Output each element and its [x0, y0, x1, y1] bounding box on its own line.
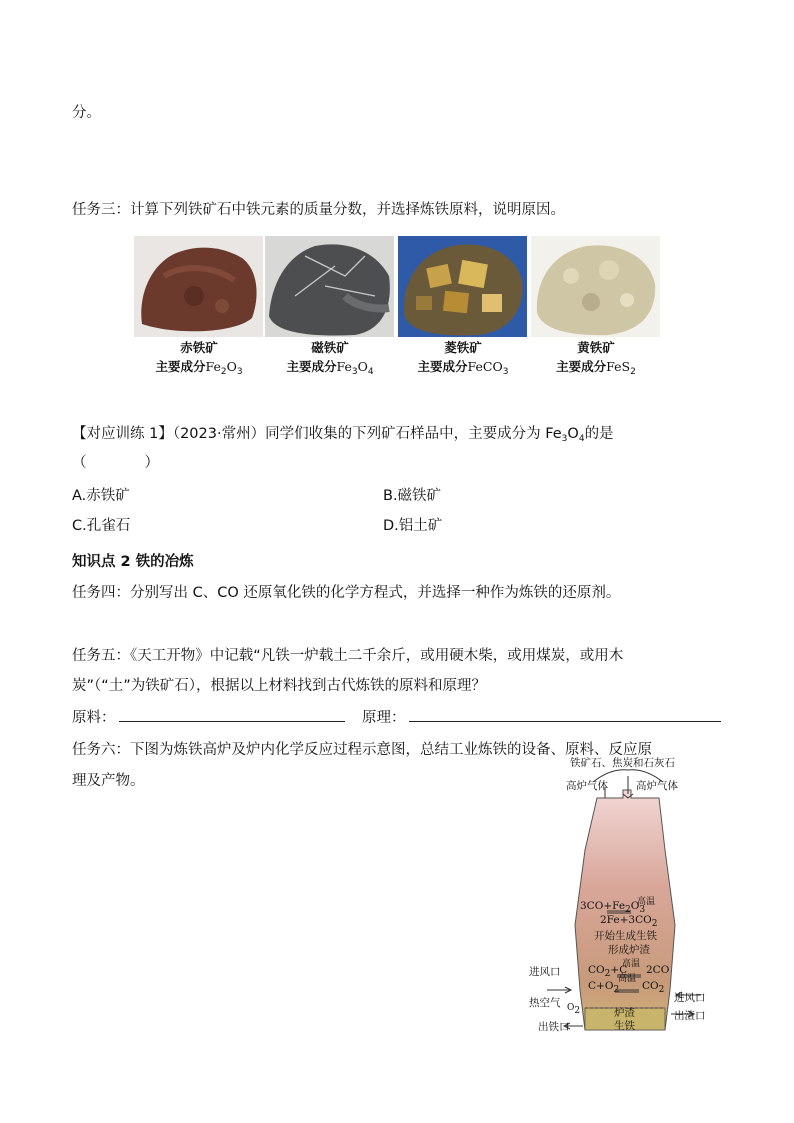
iron-outlet-label: 出铁口 — [538, 1021, 570, 1033]
reaction-eq2-right: 2CO — [646, 964, 670, 976]
hematite-image — [134, 236, 263, 337]
ore-caption-4 — [531, 338, 661, 382]
siderite-image — [398, 236, 527, 337]
oxygen-label: O2 — [567, 1003, 581, 1016]
start-pig-iron: 开始生成生铁 — [594, 930, 657, 942]
slag-formation: 形成炉渣 — [608, 944, 650, 956]
furnace-gas-left: 高炉气体 — [566, 780, 608, 792]
top-fragment: 分。 — [72, 105, 101, 121]
task5-line2: 炭”（“土”为铁矿石），根据以上材料找到古代炼铁的原料和原理？ — [72, 678, 487, 694]
task6-line1: 任务六：下图为炼铁高炉及炉内化学反应过程示意图，总结工业炼铁的设备、原料、反应原 — [72, 742, 652, 758]
task3-text: 任务三：计算下列铁矿石中铁元素的质量分数，并选择炼铁原料，说明原因。 — [72, 202, 565, 218]
reaction-eq3-right: CO2 — [642, 980, 665, 995]
task6-line2: 理及产物。 — [72, 773, 145, 789]
ore-name: 菱铁矿 — [444, 340, 482, 355]
reaction-eq3: C+O2 — [588, 980, 620, 995]
air-inlet-right: 进风口 — [674, 992, 706, 1004]
ore-name: 赤铁矿 — [180, 340, 218, 355]
task5-line1: 任务五：《天工开物》中记载“凡铁一炉载土二千余斤，或用硬木柴，或用煤炭，或用木 — [72, 648, 624, 664]
option-b: B.磁铁矿 — [383, 488, 442, 504]
air-inlet-left: 进风口 — [529, 966, 561, 978]
answer-bracket: （ ） — [72, 455, 159, 471]
option-a: A.赤铁矿 — [72, 488, 130, 504]
ore-caption-2 — [265, 338, 395, 382]
magnetite-image — [265, 236, 394, 337]
principle-label: 原理： — [362, 710, 406, 726]
furnace-gas-right: 高炉气体 — [636, 780, 678, 792]
slag-label: 炉渣 — [614, 1007, 635, 1019]
slag-outlet-label: 出渣口 — [674, 1010, 706, 1022]
option-d: D.铝土矿 — [383, 518, 443, 534]
raw-material-label: 原料： — [72, 710, 116, 726]
pyrite-image — [531, 236, 660, 337]
ore-caption-3 — [398, 338, 528, 382]
reaction-eq2: CO2+C — [588, 964, 628, 979]
ore-composition: 主要成分$Fe_3O_4$ — [286, 359, 374, 377]
option-c: C.孔雀石 — [72, 518, 131, 534]
condition-2: 高温 — [622, 959, 641, 969]
ore-composition: 主要成分FeCO$_3$ — [417, 359, 509, 377]
ore-name: 黄铁矿 — [577, 340, 615, 355]
reaction-eq1: 3CO+Fe2O3 — [580, 900, 646, 915]
reaction-eq1-product: 2Fe+3CO2 — [600, 914, 658, 929]
condition-1: 高温 — [637, 897, 656, 907]
training-question: 【对应训练 1】（2023·常州）同学们收集的下列矿石样品中，主要成分为 $Fe_3O_4$的是 — [72, 426, 614, 444]
knowledge-point-2: 知识点 2 铁的冶炼 — [72, 554, 194, 570]
pig-iron-label: 生铁 — [614, 1020, 635, 1032]
ore-caption-1 — [134, 338, 264, 382]
condition-3: 高温 — [618, 974, 637, 984]
hot-air-label: 热空气 — [529, 997, 561, 1009]
ore-composition: 主要成分FeS$_2$ — [556, 359, 636, 377]
furnace-top-label: 铁矿石、焦炭和石灰石 — [570, 757, 675, 769]
raw-material-blank[interactable] — [119, 721, 345, 722]
task4-text: 任务四：分别写出 C、CO 还原氧化铁的化学方程式，并选择一种作为炼铁的还原剂。 — [72, 585, 621, 601]
ore-composition: 主要成分$Fe_2O_3$ — [155, 359, 243, 377]
ore-name: 磁铁矿 — [311, 340, 349, 355]
principle-blank[interactable] — [409, 721, 721, 722]
